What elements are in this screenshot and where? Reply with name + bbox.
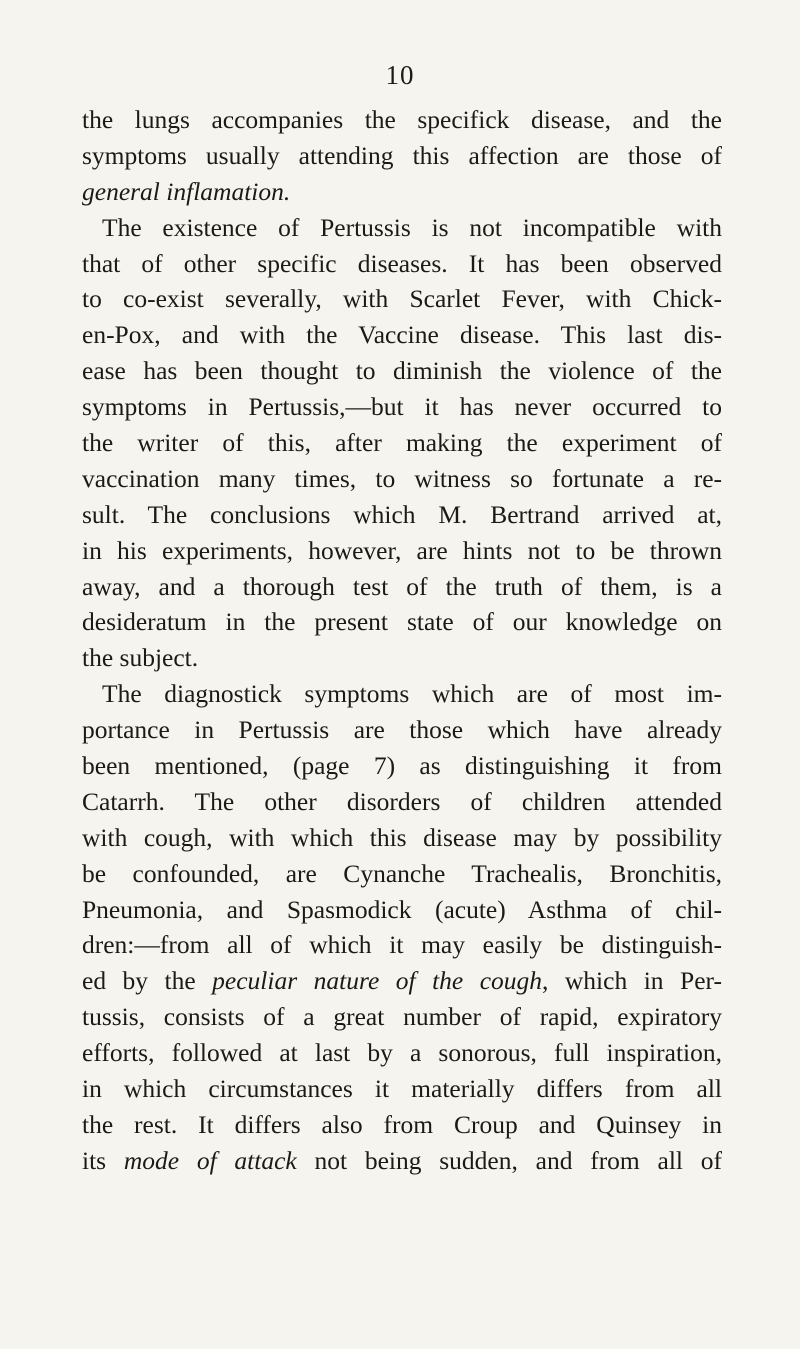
text-segment: away, and a thorough test of the truth of them, is a <box>82 571 722 601</box>
text-segment: the rest. It differs also from Croup and Quinsey in <box>82 1109 722 1139</box>
text-segment: symptoms usually attending this affection are those of <box>82 140 722 170</box>
italic-text: peculiar nature of the cough <box>212 966 543 996</box>
text-line <box>82 461 722 497</box>
text-segment: been mentioned, (page 7) as distinguishing it from <box>82 751 722 781</box>
text-segment: in his experiments, however, are hints not to be thrown <box>82 535 722 565</box>
page-number: 10 <box>385 60 415 90</box>
text-line <box>82 317 722 353</box>
text-segment: vaccination many times, to witness so fortunate a re- <box>82 463 722 493</box>
text-segment: be confounded, are Cynanche Trachealis, Bronchitis, <box>82 858 722 888</box>
text-segment: not being sudden, and from all of <box>296 1145 723 1175</box>
text-line <box>82 1035 722 1071</box>
text-line <box>82 246 722 282</box>
text-segment: ease has been thought to diminish the violence of the <box>82 356 722 386</box>
text-line <box>82 892 722 928</box>
text-segment: in which circumstances it materially differs from all <box>82 1074 722 1104</box>
text-segment: dren:—from all of which it may easily be distinguish- <box>82 930 722 960</box>
text-line <box>82 784 722 820</box>
text-segment: portance in Pertussis are those which have already <box>82 715 722 745</box>
text-segment: desideratum in the present state of our knowledge on <box>82 607 722 637</box>
text-line <box>82 138 722 174</box>
body-text <box>82 102 722 1179</box>
text-line <box>82 748 722 784</box>
text-segment: Catarrh. The other disorders of children attended <box>82 786 722 816</box>
text-line <box>82 712 722 748</box>
text-segment: ed by the <box>82 966 213 996</box>
text-line <box>82 999 722 1035</box>
text-segment: the subject. <box>82 643 199 673</box>
text-line <box>82 281 722 317</box>
text-segment: The diagnostick symptoms which are of most im- <box>102 679 722 709</box>
text-segment: , which in Per- <box>542 966 722 996</box>
text-segment: symptoms in Pertussis,—but it has never occurred to <box>82 392 722 422</box>
text-line <box>82 1107 722 1143</box>
text-segment: Pneumonia, and Spasmodick (acute) Asthma of chil- <box>82 894 722 924</box>
text-segment: its <box>82 1145 124 1175</box>
text-line <box>82 174 722 210</box>
text-line <box>82 102 722 138</box>
text-segment: The existence of Pertussis is not incompatible with <box>102 212 722 242</box>
text-line <box>82 640 722 676</box>
text-segment: the lungs accompanies the specifick disease, and the <box>82 105 722 134</box>
text-line <box>82 497 722 533</box>
text-segment: efforts, followed at last by a sonorous, full inspiration, <box>82 1038 722 1068</box>
text-segment: that of other specific diseases. It has been observed <box>82 248 722 278</box>
text-segment: en-Pox, and with the Vaccine disease. This last dis- <box>82 320 722 350</box>
text-line <box>82 533 722 569</box>
text-segment: sult. The conclusions which M. Bertrand arrived at, <box>82 499 722 529</box>
text-line <box>82 210 722 246</box>
text-segment: with cough, with which this disease may by possibility <box>82 822 722 852</box>
text-line <box>82 676 722 712</box>
italic-text: mode of attack <box>123 1145 297 1175</box>
text-line <box>82 425 722 461</box>
text-line <box>82 963 722 999</box>
text-line <box>82 353 722 389</box>
text-segment: tussis, consists of a great number of rapid, expiratory <box>82 1002 722 1032</box>
text-line <box>82 927 722 963</box>
text-line <box>82 604 722 640</box>
text-line <box>82 820 722 856</box>
text-segment: to co-exist severally, with Scarlet Fever, with Chick- <box>82 284 722 314</box>
text-line <box>82 569 722 605</box>
text-segment: the writer of this, after making the experiment of <box>82 428 722 458</box>
text-line <box>82 856 722 892</box>
italic-text: general inflamation. <box>82 176 291 206</box>
text-line <box>82 1143 722 1179</box>
text-line <box>82 389 722 425</box>
text-line <box>82 1071 722 1107</box>
